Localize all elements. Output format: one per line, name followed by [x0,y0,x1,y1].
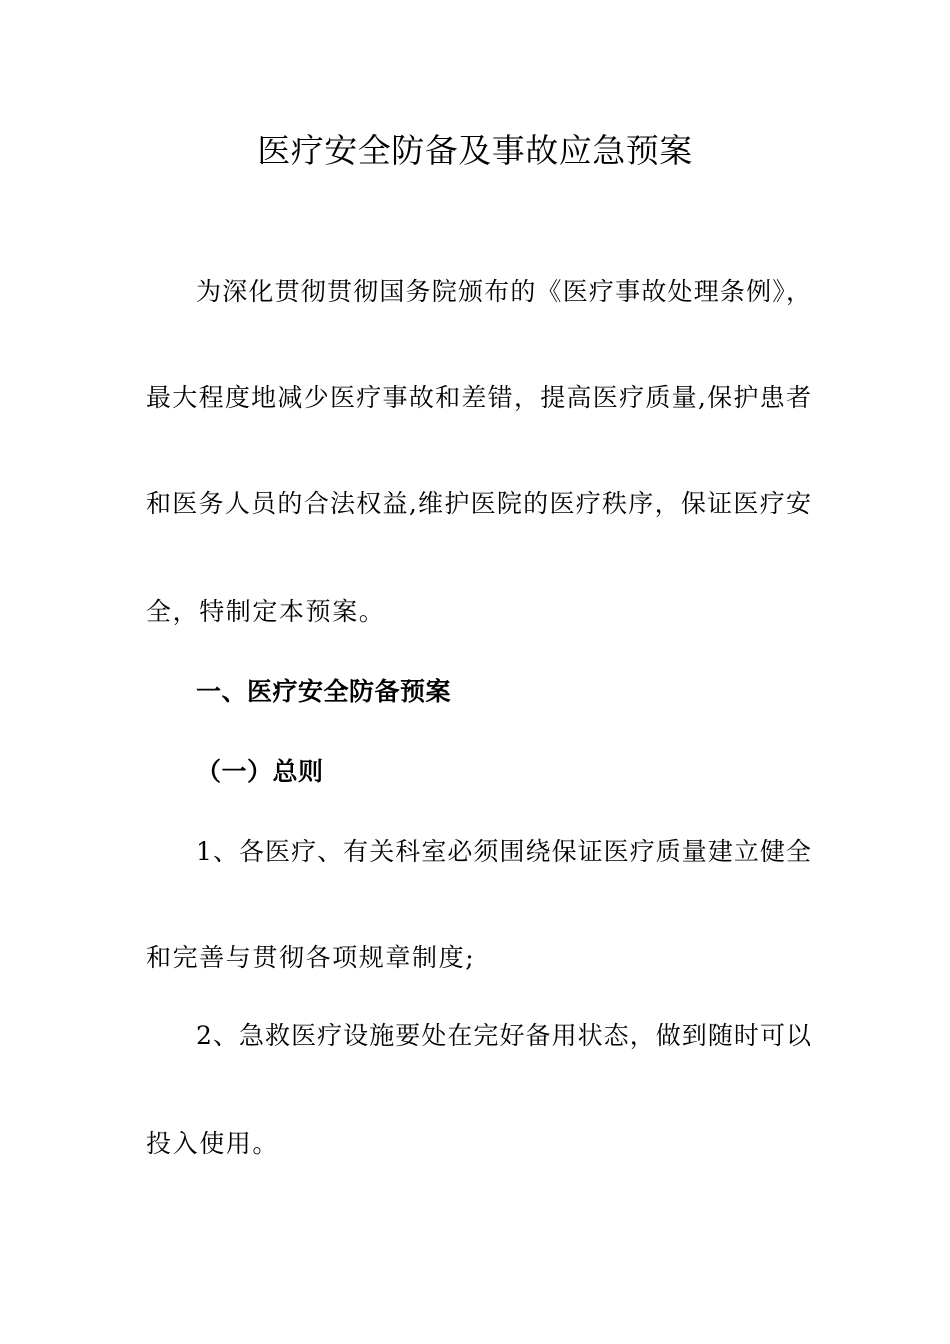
intro-line-2: 最大程度地减少医疗事故和差错，提高医疗质量,保护患者 [146,383,811,412]
item2-line-2: 投入使用。 [146,1129,280,1158]
subsection-heading: （一）总则 [196,757,324,786]
item1-line-2: 和完善与贯彻各项规章制度; [146,943,476,972]
document-title: 医疗安全防备及事故应急预案 [257,131,693,170]
intro-line-3: 和医务人员的合法权益,维护医院的医疗秩序，保证医疗安 [146,489,811,518]
intro-line-1: 为深化贯彻贯彻国务院颁布的《医疗事故处理条例》， [196,277,811,306]
intro-line-4: 全，特制定本预案。 [146,597,386,626]
section-heading: 一、医疗安全防备预案 [196,677,452,706]
item2-line-1: 2、急救医疗设施要处在完好备用状态，做到随时可以 [196,1021,811,1050]
item1-line-1: 1、各医疗、有关科室必须围绕保证医疗质量建立健全 [196,837,811,866]
